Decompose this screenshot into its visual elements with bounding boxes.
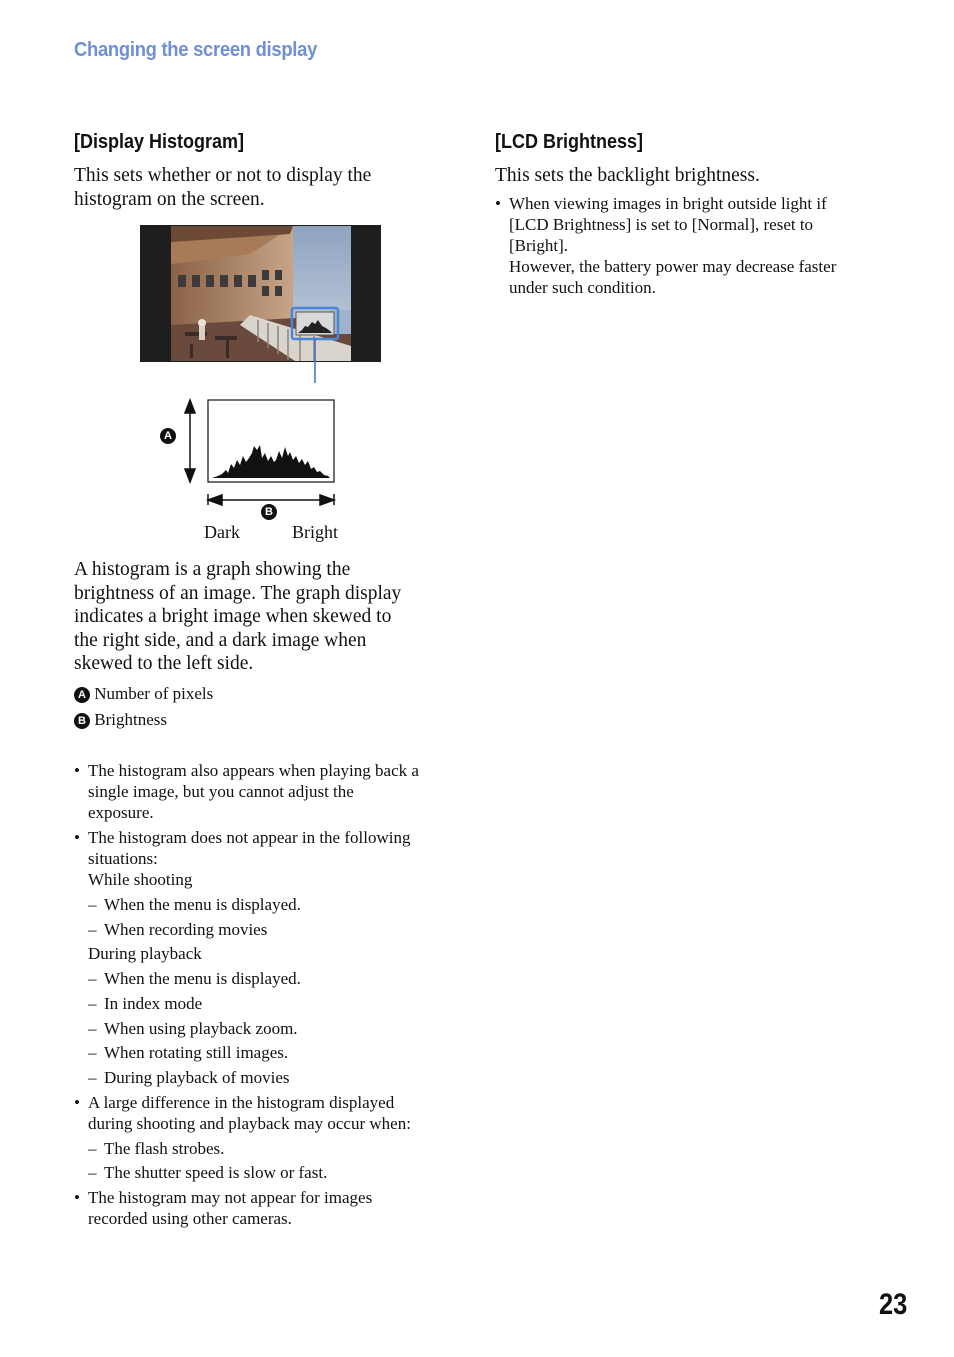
description-line: indicates a bright image when skewed to	[74, 606, 392, 628]
description-line: brightness of an image. The graph display	[74, 582, 402, 604]
bullet-mark: •	[74, 761, 80, 780]
dash-mark: –	[88, 969, 97, 988]
label-dark: Dark	[204, 522, 240, 542]
legend-text: Number of pixels	[94, 684, 214, 703]
legend-marker-a: A	[74, 687, 90, 703]
note-text	[88, 827, 410, 890]
page-number: 23	[879, 1288, 908, 1321]
note-line: recorded using other cameras.	[88, 1209, 292, 1228]
note-bullet-1	[74, 760, 454, 824]
note-line: When viewing images in bright outside light if	[509, 194, 827, 213]
note-line: exposure.	[88, 803, 154, 822]
legend-item-pixels	[74, 683, 213, 704]
note-line: during shooting and playback may occur when:	[88, 1114, 411, 1133]
note-line: The histogram also appears when playing back a	[88, 761, 419, 780]
note-line: under such condition.	[509, 278, 656, 297]
lcd-brightness-note	[495, 193, 895, 303]
note-line: situations:	[88, 849, 158, 868]
dash-text: When the menu is displayed.	[104, 895, 301, 914]
bullet-mark: •	[74, 1188, 80, 1207]
bullet-mark: •	[74, 828, 80, 847]
scene-photo	[171, 226, 351, 361]
note-text	[88, 1092, 411, 1134]
note-line: The histogram does not appear in the following	[88, 828, 411, 847]
lcd-brightness-heading: [LCD Brightness]	[495, 131, 644, 153]
dash-mark: –	[88, 1163, 97, 1182]
dash-mark: –	[88, 1139, 97, 1158]
dash-text: The shutter speed is slow or fast.	[104, 1163, 328, 1182]
dash-text: When rotating still images.	[104, 1043, 289, 1062]
dash-mark: –	[88, 1068, 97, 1087]
dash-mark: –	[88, 1043, 97, 1062]
note-bullet-4	[74, 1187, 454, 1231]
marker-a: A	[160, 428, 176, 444]
description-line: A histogram is a graph showing the	[74, 559, 351, 580]
label-bright: Bright	[292, 522, 339, 542]
dash-mark: –	[88, 994, 97, 1013]
subheading-while-shooting: While shooting	[88, 870, 193, 889]
note-text	[88, 760, 419, 823]
display-histogram-intro	[74, 164, 371, 212]
bullet-mark: •	[74, 1093, 80, 1112]
description-line: the right side, and a dark image when	[74, 629, 367, 651]
note-line: A large difference in the histogram displayed	[88, 1093, 395, 1112]
lcd-brightness-intro: This sets the backlight brightness.	[495, 165, 760, 186]
dash-text: During playback of movies	[104, 1068, 290, 1087]
subheading-during-playback: During playback	[88, 944, 202, 963]
legend-marker-b: B	[74, 713, 90, 729]
dash-mark: –	[88, 920, 97, 939]
note-bullet-2	[74, 827, 454, 893]
section-title: Changing the screen display	[74, 39, 318, 61]
dash-text: When recording movies	[104, 920, 268, 939]
note-line: However, the battery power may decrease faster	[509, 257, 837, 276]
intro-line: histogram on the screen.	[74, 189, 265, 210]
vertical-axis-arrow	[185, 400, 195, 482]
description-line: skewed to the left side.	[74, 653, 254, 675]
note-line: The histogram may not appear for images	[88, 1188, 373, 1207]
histogram-figure	[130, 220, 400, 550]
display-histogram-heading: [Display Histogram]	[74, 131, 245, 153]
dash-text: In index mode	[104, 994, 203, 1013]
legend-item-brightness	[74, 709, 167, 730]
marker-b: B	[261, 504, 277, 520]
histogram-description	[74, 558, 401, 676]
dash-mark: –	[88, 1019, 97, 1038]
note-line: single image, but you cannot adjust the	[88, 782, 354, 801]
dash-text: When using playback zoom.	[104, 1019, 298, 1038]
bullet-mark: •	[495, 194, 501, 213]
legend-text: Brightness	[94, 710, 167, 729]
dash-mark: –	[88, 895, 97, 914]
note-line: [Bright].	[509, 236, 569, 255]
note-text	[88, 1187, 372, 1229]
note-text	[509, 193, 836, 298]
dash-text: The flash strobes.	[104, 1139, 225, 1158]
note-bullet-3	[74, 1092, 454, 1136]
intro-line: This sets whether or not to display the	[74, 165, 372, 186]
note-line: [LCD Brightness] is set to [Normal], reset to	[509, 215, 814, 234]
dash-text: When the menu is displayed.	[104, 969, 301, 988]
